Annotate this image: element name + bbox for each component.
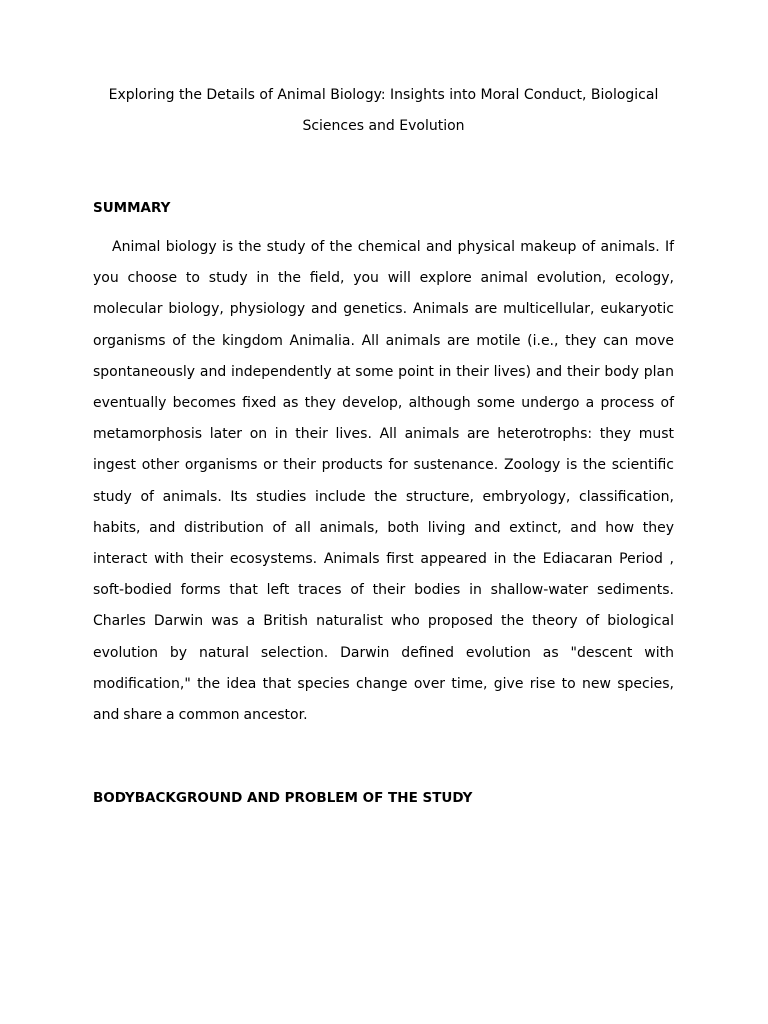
summary-paragraph: Animal biology is the study of the chemical and physical makeup of animals. If you choose to study in the field, you will explore animal evolution, ecology, molecular biology, physiology and genetics. Animals are multicellular, eukaryotic organisms of the kingdom Animalia. All animals are motile (i.e., they can move spontaneously and independently at some point in their lives) and their body plan eventually becomes fixed as they develop, although some undergo a process of metamorphosis later on in their lives. All animals are heterotrophs: they must ingest other organisms or their products for sustenance. Zoology is the scientific study of animals. Its studies include the structure, embryology, classification, habits, and distribution of all animals, both living and extinct, and how they interact with their ecosystems. Animals first appeared in the Ediacaran Period , soft-bodied forms that left traces of their bodies in shallow-water sediments. Charles Darwin was a British naturalist who proposed the theory of biological evolution by natural selection. Darwin defined evolution as "descent with modification," the idea that species change over time, give rise to new species, and share a common ancestor. xyxy=(93,239,674,724)
summary-heading: SUMMARY xyxy=(93,200,171,216)
background-heading: BODYBACKGROUND AND PROBLEM OF THE STUDY xyxy=(93,790,473,806)
document-title: Exploring the Details of Animal Biology: Insights into Moral Conduct, Biological Sciences and Evolution xyxy=(108,87,659,134)
